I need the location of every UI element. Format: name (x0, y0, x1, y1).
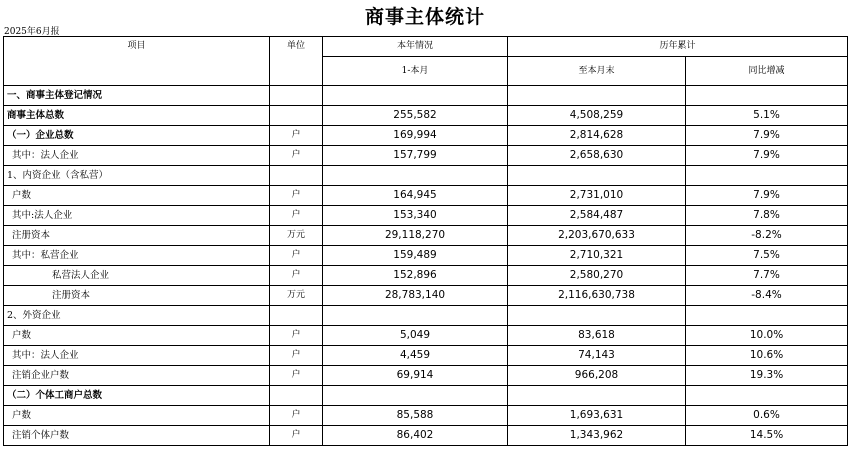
header-period: 1-本月 (323, 57, 508, 86)
row-yoy-change: 10.0% (686, 326, 848, 346)
row-ytd-value: 69,914 (323, 366, 508, 386)
row-unit: 户 (270, 206, 323, 226)
row-cumulative-value: 2,580,270 (508, 266, 686, 286)
row-label: 户数 (4, 326, 270, 346)
row-yoy-change (686, 306, 848, 326)
row-label: 注册资本 (4, 226, 270, 246)
row-unit (270, 166, 323, 186)
row-ytd-value: 29,118,270 (323, 226, 508, 246)
row-unit (270, 106, 323, 126)
row-yoy-change: 7.9% (686, 146, 848, 166)
report-period: 2025年6月报 (4, 27, 60, 37)
row-label: （一）企业总数 (4, 126, 270, 146)
row-cumulative-value: 2,203,670,633 (508, 226, 686, 246)
row-label: 其中:法人企业 (4, 206, 270, 226)
row-unit (270, 386, 323, 406)
header-to-month-end: 至本月末 (508, 57, 686, 86)
table-row (4, 426, 848, 446)
row-label: 注销个体户数 (4, 426, 270, 446)
row-yoy-change: 7.7% (686, 266, 848, 286)
row-yoy-change: 14.5% (686, 426, 848, 446)
row-cumulative-value: 2,658,630 (508, 146, 686, 166)
row-cumulative-value: 1,343,962 (508, 426, 686, 446)
row-cumulative-value: 74,143 (508, 346, 686, 366)
row-label: 1、内资企业（含私营） (4, 166, 270, 186)
row-cumulative-value: 1,693,631 (508, 406, 686, 426)
table-row (4, 186, 848, 206)
row-unit: 万元 (270, 286, 323, 306)
row-yoy-change: -8.2% (686, 226, 848, 246)
table-row (4, 206, 848, 226)
row-label: 其中：私营企业 (4, 246, 270, 266)
row-cumulative-value (508, 386, 686, 406)
row-unit: 户 (270, 406, 323, 426)
row-cumulative-value: 83,618 (508, 326, 686, 346)
row-ytd-value (323, 386, 508, 406)
row-yoy-change: 7.9% (686, 126, 848, 146)
row-ytd-value: 164,945 (323, 186, 508, 206)
row-label: 其中：法人企业 (4, 146, 270, 166)
row-cumulative-value: 966,208 (508, 366, 686, 386)
row-ytd-value: 85,588 (323, 406, 508, 426)
row-cumulative-value: 4,508,259 (508, 106, 686, 126)
table-row (4, 366, 848, 386)
row-unit: 户 (270, 326, 323, 346)
row-ytd-value: 4,459 (323, 346, 508, 366)
row-ytd-value: 255,582 (323, 106, 508, 126)
row-label: 户数 (4, 406, 270, 426)
row-ytd-value: 86,402 (323, 426, 508, 446)
row-label: 2、外资企业 (4, 306, 270, 326)
row-ytd-value (323, 86, 508, 106)
row-label: 户数 (4, 186, 270, 206)
page-title: 商事主体统计 (364, 6, 485, 28)
table-row (4, 226, 848, 246)
row-unit: 户 (270, 366, 323, 386)
row-label: 其中：法人企业 (4, 346, 270, 366)
row-yoy-change: 19.3% (686, 366, 848, 386)
table-row (4, 106, 848, 126)
row-label: 注销企业户数 (4, 366, 270, 386)
header-yoy: 同比增减 (686, 57, 848, 86)
header-cumulative: 历年累计 (508, 37, 848, 57)
table-row (4, 166, 848, 186)
row-yoy-change (686, 386, 848, 406)
row-cumulative-value: 2,814,628 (508, 126, 686, 146)
header-current-year: 本年情况 (323, 37, 508, 57)
row-cumulative-value (508, 166, 686, 186)
table-row (4, 386, 848, 406)
table-header (4, 37, 848, 86)
row-yoy-change: 0.6% (686, 406, 848, 426)
row-unit: 万元 (270, 226, 323, 246)
table-row (4, 146, 848, 166)
row-yoy-change: 10.6% (686, 346, 848, 366)
table-body (4, 86, 848, 446)
row-yoy-change (686, 166, 848, 186)
row-yoy-change: 5.1% (686, 106, 848, 126)
row-cumulative-value (508, 86, 686, 106)
row-unit: 户 (270, 146, 323, 166)
row-ytd-value: 157,799 (323, 146, 508, 166)
row-ytd-value: 5,049 (323, 326, 508, 346)
row-unit: 户 (270, 426, 323, 446)
table-row (4, 346, 848, 366)
row-unit: 户 (270, 186, 323, 206)
table-row (4, 266, 848, 286)
row-ytd-value (323, 306, 508, 326)
row-cumulative-value (508, 306, 686, 326)
row-cumulative-value: 2,731,010 (508, 186, 686, 206)
row-ytd-value: 159,489 (323, 246, 508, 266)
row-unit: 户 (270, 266, 323, 286)
row-ytd-value: 152,896 (323, 266, 508, 286)
row-unit (270, 306, 323, 326)
row-label: （二）个体工商户总数 (4, 386, 270, 406)
table-row (4, 126, 848, 146)
row-label: 私营法人企业 (4, 266, 270, 286)
row-ytd-value: 28,783,140 (323, 286, 508, 306)
row-yoy-change: 7.8% (686, 206, 848, 226)
row-label: 注册资本 (4, 286, 270, 306)
row-unit: 户 (270, 246, 323, 266)
row-yoy-change: -8.4% (686, 286, 848, 306)
header-item: 项目 (4, 37, 270, 86)
table-row (4, 246, 848, 266)
row-ytd-value (323, 166, 508, 186)
row-cumulative-value: 2,584,487 (508, 206, 686, 226)
row-yoy-change: 7.9% (686, 186, 848, 206)
row-cumulative-value: 2,710,321 (508, 246, 686, 266)
row-unit: 户 (270, 126, 323, 146)
row-label: 商事主体总数 (4, 106, 270, 126)
statistics-table (3, 36, 848, 446)
row-yoy-change (686, 86, 848, 106)
row-ytd-value: 169,994 (323, 126, 508, 146)
row-yoy-change: 7.5% (686, 246, 848, 266)
row-unit (270, 86, 323, 106)
table-row (4, 286, 848, 306)
table-row (4, 406, 848, 426)
header-unit: 单位 (270, 37, 323, 86)
row-cumulative-value: 2,116,630,738 (508, 286, 686, 306)
table-row (4, 326, 848, 346)
table-row (4, 86, 848, 106)
table-row (4, 306, 848, 326)
row-unit: 户 (270, 346, 323, 366)
row-label: 一、商事主体登记情况 (4, 86, 270, 106)
row-ytd-value: 153,340 (323, 206, 508, 226)
